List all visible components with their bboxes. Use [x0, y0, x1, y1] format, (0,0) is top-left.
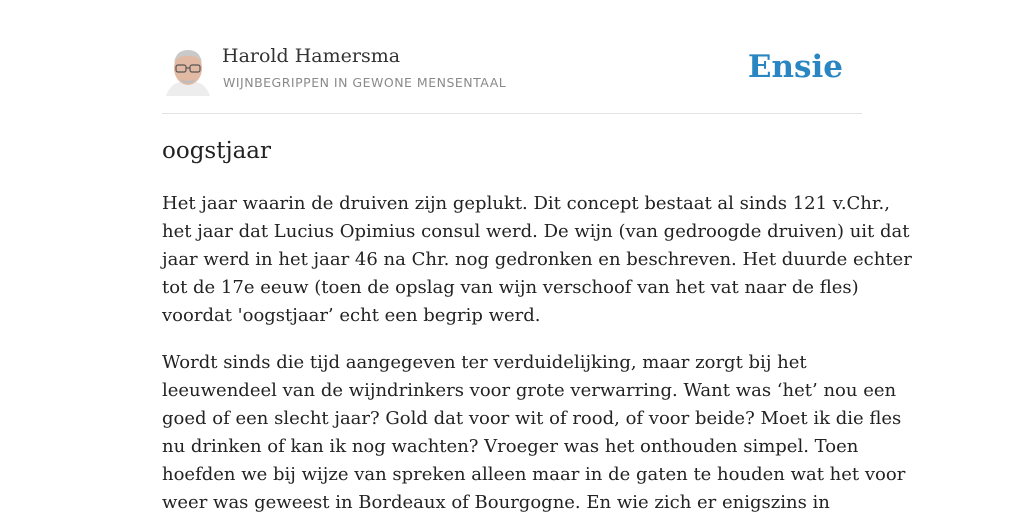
ensie-logo-link[interactable]: Ensie [747, 49, 843, 85]
author-avatar[interactable] [166, 46, 210, 96]
entry-body [162, 190, 912, 512]
author-header [162, 40, 862, 114]
entry-paragraph [162, 190, 912, 330]
paragraph-line: jaar werd in het jaar 46 na Chr. nog gedronken en beschreven. Het duurde echter [162, 249, 912, 270]
paragraph-line: tot de 17e eeuw (toen de opslag van wijn verschoof van het vat naar de fles) [162, 277, 859, 298]
paragraph-line: voordat 'oogstjaar’ echt een begrip werd. [162, 305, 541, 326]
paragraph-line: goed of een slecht jaar? Gold dat voor wit of rood, of voor beide? Moet ik die fles [162, 408, 902, 429]
entry-title: oogstjaar [162, 138, 272, 164]
paragraph-line: weer was geweest in Bordeaux of Bourgogne. En wie zich er enigszins in [162, 492, 830, 512]
author-name[interactable]: Harold Hamersma [222, 45, 401, 67]
paragraph-line: hoefden we bij wijze van spreken alleen maar in de gaten te houden wat het voor [162, 464, 906, 485]
paragraph-line: het jaar dat Lucius Opimius consul werd. De wijn (van gedroogde druiven) uit dat [162, 221, 910, 242]
entry-paragraph [162, 349, 906, 512]
paragraph-line: nu drinken of kan ik nog wachten? Vroeger was het onthouden simpel. Toen [162, 436, 859, 457]
book-subtitle: WIJNBEGRIPPEN IN GEWONE MENSENTAAL [223, 75, 507, 90]
paragraph-line: Wordt sinds die tijd aangegeven ter verduidelijking, maar zorgt bij het [162, 352, 807, 373]
paragraph-line: Het jaar waarin de druiven zijn geplukt. Dit concept bestaat al sinds 121 v.Chr., [162, 193, 890, 214]
paragraph-line: leeuwendeel van de wijndrinkers voor grote verwarring. Want was ‘het’ nou een [162, 380, 897, 401]
